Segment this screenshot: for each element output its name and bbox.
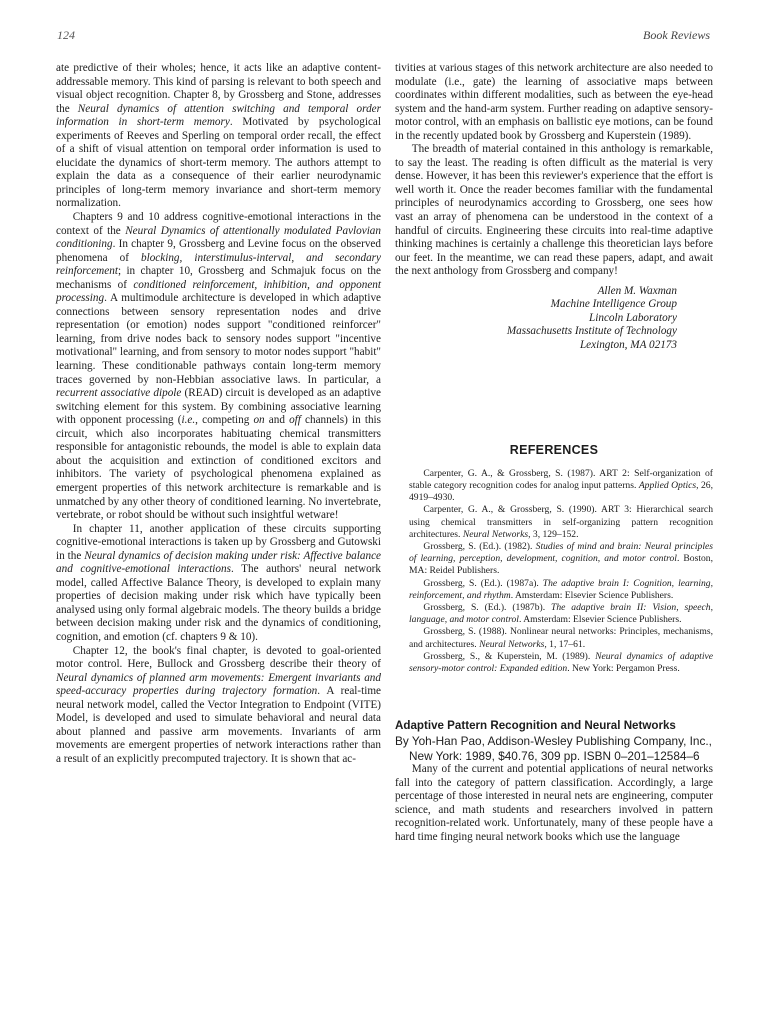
- paragraph: Chapters 9 and 10 address cognitive-emotional interactions in the context of the Neural Dynamics of attentionally modulated Pavlovian conditioning. In chapter 9, Grossberg and Levine focus on the observed phenomena of blocking, interstimulus-interval, and secondary reinforcement; in chapter 10, Grossberg and Schmajuk focus on the mechanisms of conditioned reinforcement, inhibition, and opponent processing. A multimodule architecture is developed in which adaptive connections between sensory representation nodes and drive representation (or emotion) nodes support "conditioned reinforcer" learning, from drive nodes back to sensory nodes support "incentive motivational" learning, and from sensory to motor nodes support "habit" learning. These conditionable pathways contain long-term memory traces governed by non-Hebbian associative laws. In particular, a recurrent associative dipole (READ) circuit is developed as an adaptive switching element for this system. By combining associative learning with opponent processing (i.e., competing on and off channels) in this circuit, which also incorporates habituating chemical transmitters responsible for antagonistic rebounds, the model is able to explain data about the acquisition and extinction of conditioned excitors and inhibitors. The variety of psychological phenomena explained as emergent properties of this network architecture is remarkable and is unmatched by any other theory of conditioned learning. No invertebrate, vertebrate, or robot should be without such insightful wetware!: [56, 211, 381, 522]
- right-column: [395, 62, 713, 845]
- references-list: [395, 468, 713, 675]
- reference-item: Grossberg, S. (Ed.). (1982). Studies of mind and brain: Neural principles of learning, perception, development, cognition, and motor control. Boston, MA: Reidel Publishers.: [409, 541, 713, 577]
- left-column: [56, 62, 381, 766]
- reference-item: Carpenter, G. A., & Grossberg, S. (1987). ART 2: Self-organization of stable category recognition codes for analog input patterns. Applied Optics, 26, 4919–4930.: [409, 467, 713, 504]
- reference-item: Grossberg, S. (1988). Nonlinear neural networks: Principles, mechanisms, and architectures. Neural Networks, 1, 17–61.: [409, 626, 713, 650]
- running-title: Book Reviews: [643, 28, 710, 42]
- reference-item: Grossberg, S. (Ed.). (1987b). The adaptive brain II: Vision, speech, language, and motor control. Amsterdam: Elsevier Science Publishers.: [409, 602, 713, 626]
- reviewer-name: Allen M. Waxman: [597, 284, 677, 297]
- paragraph: ate predictive of their wholes; hence, it acts like an adaptive content-addressable memory. This kind of parsing is relevant to both speech and visual object recognition. Chapter 8, by Grossberg and Stone, addresses the Neural dynamics of attention switching and temporal order information in short-term memory. Motivated by psychological experiments of Reeves and Sperling on temporal order recall, the effect of a shift of visual attention on temporal order information is used to elucidate the dynamics of short-term memory. The authors attempt to explain the data as a consequence of their earlier neurodynamic principles of long-term memory invariance and short-term memory normalization.: [56, 62, 382, 210]
- reviewer-lab: Lincoln Laboratory: [589, 311, 677, 324]
- reviewer-institute: Massachusetts Institute of Technology: [506, 325, 677, 338]
- page-number: 124: [57, 28, 75, 42]
- reference-item: Grossberg, S., & Kuperstein, M. (1989). Neural dynamics of adaptive sensory-motor control: Expanded edition. New York: Pergamon Press.: [409, 650, 713, 675]
- references-heading: REFERENCES: [509, 443, 599, 458]
- reference-item: Carpenter, G. A., & Grossberg, S. (1990). ART 3: Hierarchical search using chemical transmitters in self-organizing pattern recognition architectures. Neural Networks, 3, 129–152.: [409, 504, 713, 540]
- reviewer-city: Lexington, MA 02173: [579, 338, 677, 351]
- reference-item: Grossberg, S. (Ed.). (1987a). The adaptive brain I: Cognition, learning, reinforcement, and rhythm. Amsterdam: Elsevier Science Publishers.: [409, 577, 713, 601]
- review-bibliographic-info: By Yoh-Han Pao, Addison-Wesley Publishing Company, Inc., New York: 1989, $40.76, 309 pp. ISBN 0–201–12584–6: [395, 734, 712, 763]
- paragraph: Many of the current and potential applications of neural networks fall into the category of pattern classification. Accordingly, a large percentage of those interested in neural nets are engineering, computer science, and math students and researchers involved in pattern recognition-related work. Unfortunately, many of these people have a hard time finging neural network books which use the language: [395, 763, 713, 843]
- paragraph: In chapter 11, another application of these circuits supporting cognitive-emotional interactions is taken up by Grossberg and Gutowski in the Neural dynamics of decision making under risk: Affective balance and cognitive-emotional interactions. The authors' neural network model, called Affective Balance Theory, is developed to explain many properties of decision making under risk which have typically been analysed using only formal algebraic models. The theory builds a bridge between decision making under risk and the dynamics of conditioning, cognition, and emotion (cf. chapters 9 & 10).: [56, 522, 382, 643]
- reviewer-group: Machine Intelligence Group: [550, 298, 677, 311]
- reviewer-signature: [395, 285, 713, 353]
- paragraph: Chapter 12, the book's final chapter, is devoted to goal-oriented motor control. Here, Bullock and Grossberg describe their theory of Neural dynamics of planned arm movements: Emergent invariants and speed-accuracy properties during trajectory formation. A real-time neural network model, called the Vector Integration to Endpoint (VITE) Model, is developed and used to simulate behavioral and neural data about planned and passive arm movements. Invariants of arm movements are emergent properties of network interactions rather than a result of an explicitly precomputed trajectory. It is shown that ac-: [56, 644, 382, 765]
- paragraph: tivities at various stages of this network architecture are also needed to modulate (i.e., gate) the learning of associative maps between coordinates within different modalities, such as between the eye-head system and the hand-arm system. Further reading on adaptive sensory-motor control, with an emphasis on ballistic eye motions, can be found in the recently updated book by Grossberg and Kuperstein (1989).: [395, 62, 713, 142]
- paragraph: The breadth of material contained in this anthology is remarkable, to say the least. The reading is often difficult as the material is very dense. However, it has been this reviewer's experience that the effort is well worth it. Once the reader becomes familiar with the fundamental principles of neurodynamics according to Grossberg, one sees how vast an array of phenomena can be understood in the context of a handful of circuits. Engineering these circuits into real-time adaptive thinking machines is certainly a challenge this theoretician lays before our feet. In the meantime, we can read these papers, adapt, and await the next anthology from Grossberg and company!: [395, 143, 713, 278]
- review-book-title: Adaptive Pattern Recognition and Neural Networks: [395, 719, 676, 733]
